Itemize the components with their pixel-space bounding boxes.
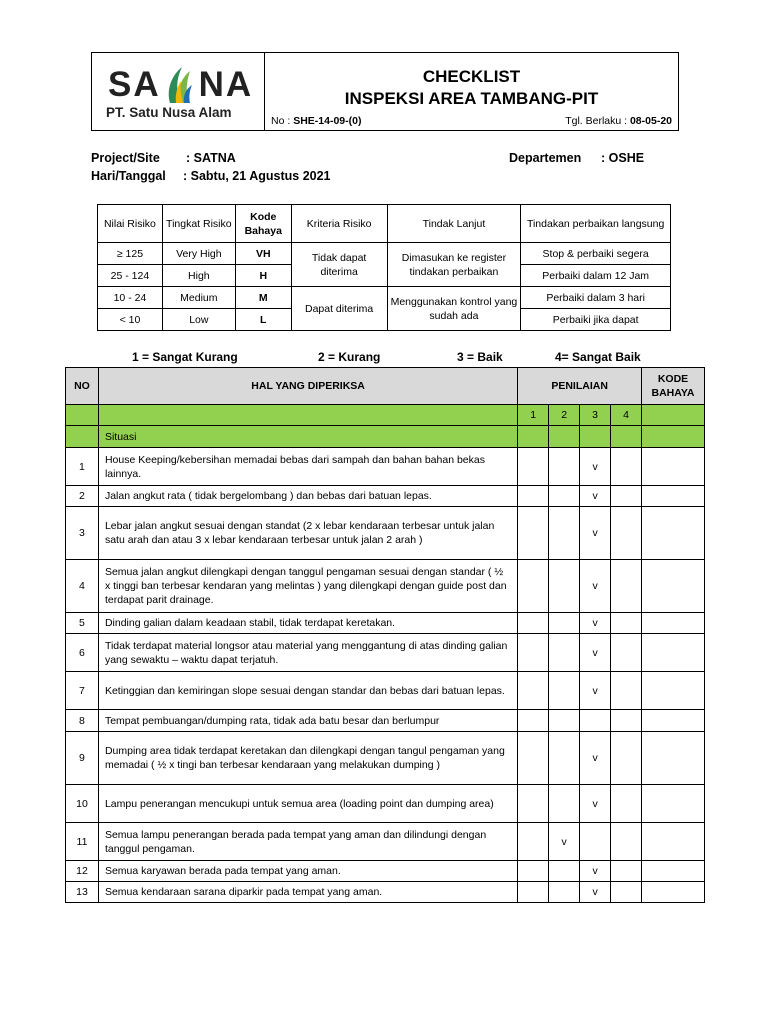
table-row xyxy=(66,882,705,903)
score-cell-3 xyxy=(580,710,611,732)
table-row xyxy=(66,448,705,486)
score-cell-1 xyxy=(518,882,549,903)
department-value: : OSHE xyxy=(601,151,645,165)
score-cell-1 xyxy=(518,507,549,560)
risk-row: 10 - 24 Medium M Dapat diterima Menggunakan kontrol yang sudah ada Perbaiki dalam 3 hari xyxy=(98,287,671,309)
table-row xyxy=(66,861,705,882)
kode-bahaya-cell xyxy=(642,448,705,486)
header-kode-bahaya: KODE BAHAYA xyxy=(642,368,705,405)
table-row xyxy=(66,785,705,823)
table-row xyxy=(66,672,705,710)
kode-bahaya-cell xyxy=(642,710,705,732)
score-cell-2 xyxy=(549,861,580,882)
table-row xyxy=(66,613,705,634)
header-kriteria-risiko: Kriteria Risiko xyxy=(291,205,387,243)
score-cell-4 xyxy=(611,613,642,634)
risk-row: < 10 Low L Perbaiki jika dapat xyxy=(98,309,671,331)
score-cell-3: v xyxy=(580,560,611,613)
doc-subtitle: INSPEKSI AREA TAMBANG-PIT xyxy=(344,89,599,108)
tindak-register: Dimasukan ke register tindakan perbaikan xyxy=(387,243,521,287)
score-cell-1 xyxy=(518,486,549,507)
score-cell-4 xyxy=(611,823,642,861)
kriteria-tidak-dapat-diterima: Tidak dapat diterima xyxy=(291,243,387,287)
tindak-kontrol: Menggunakan kontrol yang sudah ada xyxy=(387,287,521,331)
table-row xyxy=(66,507,705,560)
item-description: Semua kendaraan sarana diparkir pada tempat yang aman. xyxy=(98,882,517,903)
item-description: Semua lampu penerangan berada pada tempat yang aman dan dilindungi dengan tanggul pengaman. xyxy=(98,823,517,861)
doc-number: No : SHE-14-09-(0) xyxy=(271,115,362,127)
score-cell-3: v xyxy=(580,634,611,672)
risk-row: ≥ 125 Very High VH Tidak dapat diterima Dimasukan ke register tindakan perbaikan Stop & perbaiki segera xyxy=(98,243,671,265)
project-value: : SATNA xyxy=(186,151,236,165)
header-nilai-risiko: Nilai Risiko xyxy=(98,205,163,243)
item-description: House Keeping/kebersihan memadai bebas dari sampah dan bahan bahan bekas lainnya. xyxy=(98,448,517,486)
item-number: 13 xyxy=(66,882,99,903)
score-cell-3: v xyxy=(580,785,611,823)
item-number: 10 xyxy=(66,785,99,823)
score-1: 1 xyxy=(518,405,549,426)
risk-header-row xyxy=(98,205,671,243)
score-cell-2 xyxy=(549,613,580,634)
legend-4: 4= Sangat Baik xyxy=(555,350,641,364)
score-cell-3: v xyxy=(580,732,611,785)
kode-bahaya-cell xyxy=(642,560,705,613)
legend-2: 2 = Kurang xyxy=(318,350,381,364)
score-cell-3: v xyxy=(580,861,611,882)
kriteria-dapat-diterima: Dapat diterima xyxy=(291,287,387,331)
company-logo xyxy=(92,53,265,130)
score-cell-1 xyxy=(518,732,549,785)
inspection-checklist-table xyxy=(65,367,705,903)
score-cell-4 xyxy=(611,448,642,486)
checklist-header-row xyxy=(66,368,705,405)
score-cell-2 xyxy=(549,560,580,613)
date-label: Hari/Tanggal xyxy=(91,169,166,183)
score-cell-2 xyxy=(549,672,580,710)
score-4: 4 xyxy=(611,405,642,426)
item-number: 12 xyxy=(66,861,99,882)
table-row xyxy=(66,823,705,861)
leaf-flame-icon xyxy=(164,65,194,105)
kode-bahaya-cell xyxy=(642,507,705,560)
item-number: 2 xyxy=(66,486,99,507)
score-cell-1 xyxy=(518,710,549,732)
item-description: Dumping area tidak terdapat keretakan dan dilengkapi dengan tangul pengaman yang memadai ( ½ x tingi ban terbesar kendaraan yang melakukan dumping ) xyxy=(98,732,517,785)
score-cell-1 xyxy=(518,448,549,486)
item-description: Lebar jalan angkut sesuai dengan standat (2 x lebar kendaraan terbesar untuk jalan satu arah dan atau 3 x lebar kendaraan terbesar untuk jalan 2 arah ) xyxy=(98,507,517,560)
item-description: Semua jalan angkut dilengkapi dengan tanggul pengaman sesuai dengan standar ( ½ x tinggi ban terbesar kendaran yang melintas ) yang dilengkapi dengan guide post dan terdapat parit drainage. xyxy=(98,560,517,613)
section-title: Situasi xyxy=(98,426,517,448)
score-cell-3 xyxy=(580,823,611,861)
header-tingkat-risiko: Tingkat Risiko xyxy=(162,205,235,243)
score-cell-4 xyxy=(611,710,642,732)
score-cell-2 xyxy=(549,732,580,785)
score-cell-4 xyxy=(611,560,642,613)
item-number: 4 xyxy=(66,560,99,613)
header-hal-diperiksa: HAL YANG DIPERIKSA xyxy=(98,368,517,405)
kode-bahaya-cell xyxy=(642,785,705,823)
score-cell-4 xyxy=(611,732,642,785)
item-number: 9 xyxy=(66,732,99,785)
legend-1: 1 = Sangat Kurang xyxy=(132,350,238,364)
score-cell-1 xyxy=(518,613,549,634)
score-cell-3: v xyxy=(580,486,611,507)
item-description: Tidak terdapat material longsor atau material yang menggantung di atas dinding galian yang sewaktu – waktu dapat terjatuh. xyxy=(98,634,517,672)
table-row xyxy=(66,710,705,732)
score-cell-4 xyxy=(611,634,642,672)
score-cell-3: v xyxy=(580,672,611,710)
doc-title: CHECKLIST xyxy=(422,67,521,86)
company-name: PT. Satu Nusa Alam xyxy=(106,105,232,120)
score-cell-4 xyxy=(611,507,642,560)
table-row xyxy=(66,560,705,613)
score-2: 2 xyxy=(549,405,580,426)
item-number: 1 xyxy=(66,448,99,486)
score-cell-3: v xyxy=(580,507,611,560)
item-number: 8 xyxy=(66,710,99,732)
kode-bahaya-cell xyxy=(642,672,705,710)
risk-matrix-table xyxy=(97,204,671,331)
doc-effective-date: Tgl. Berlaku : 08-05-20 xyxy=(565,115,672,127)
score-cell-2 xyxy=(549,882,580,903)
item-description: Lampu penerangan mencukupi untuk semua area (loading point dan dumping area) xyxy=(98,785,517,823)
score-cell-4 xyxy=(611,882,642,903)
score-cell-2 xyxy=(549,507,580,560)
score-cell-2 xyxy=(549,710,580,732)
kode-bahaya-cell xyxy=(642,634,705,672)
score-cell-3: v xyxy=(580,613,611,634)
kode-bahaya-cell xyxy=(642,823,705,861)
item-number: 11 xyxy=(66,823,99,861)
item-description: Semua karyawan berada pada tempat yang aman. xyxy=(98,861,517,882)
item-description: Jalan angkut rata ( tidak bergelombang ) dan bebas dari batuan lepas. xyxy=(98,486,517,507)
score-cell-1 xyxy=(518,634,549,672)
score-cell-2 xyxy=(549,448,580,486)
header-tindakan-perbaikan: Tindakan perbaikan langsung xyxy=(521,205,671,243)
score-cell-2 xyxy=(549,486,580,507)
department-label: Departemen xyxy=(509,151,582,165)
score-cell-4 xyxy=(611,486,642,507)
kode-bahaya-cell xyxy=(642,613,705,634)
kode-bahaya-cell xyxy=(642,732,705,785)
score-cell-2: v xyxy=(549,823,580,861)
score-scale-row xyxy=(66,405,705,426)
item-number: 6 xyxy=(66,634,99,672)
kode-bahaya-cell xyxy=(642,861,705,882)
table-row xyxy=(66,486,705,507)
score-cell-1 xyxy=(518,785,549,823)
header-kode-bahaya: Kode Bahaya xyxy=(235,205,291,243)
score-3: 3 xyxy=(580,405,611,426)
item-number: 3 xyxy=(66,507,99,560)
score-cell-4 xyxy=(611,672,642,710)
item-description: Dinding galian dalam keadaan stabil, tidak terdapat keretakan. xyxy=(98,613,517,634)
header-tindak-lanjut: Tindak Lanjut xyxy=(387,205,521,243)
project-label: Project/Site xyxy=(91,151,160,165)
score-cell-1 xyxy=(518,560,549,613)
table-row xyxy=(66,634,705,672)
score-cell-2 xyxy=(549,634,580,672)
title-block xyxy=(265,53,678,130)
legend-3: 3 = Baik xyxy=(457,350,503,364)
item-description: Ketinggian dan kemiringan slope sesuai dengan standar dan bebas dari batuan lepas. xyxy=(98,672,517,710)
header-penilaian: PENILAIAN xyxy=(518,368,642,405)
kode-bahaya-cell xyxy=(642,882,705,903)
logo-wordmark: SA NA xyxy=(108,65,254,104)
document-header xyxy=(91,52,679,131)
score-cell-1 xyxy=(518,861,549,882)
header-no: NO xyxy=(66,368,99,405)
score-cell-1 xyxy=(518,823,549,861)
kode-bahaya-cell xyxy=(642,486,705,507)
score-cell-4 xyxy=(611,861,642,882)
item-number: 7 xyxy=(66,672,99,710)
score-cell-3: v xyxy=(580,448,611,486)
score-cell-4 xyxy=(611,785,642,823)
risk-row: 25 - 124 High H Perbaiki dalam 12 Jam xyxy=(98,265,671,287)
table-row xyxy=(66,732,705,785)
score-cell-1 xyxy=(518,672,549,710)
date-value: : Sabtu, 21 Agustus 2021 xyxy=(183,169,331,183)
section-row xyxy=(66,426,705,448)
item-description: Tempat pembuangan/dumping rata, tidak ada batu besar dan berlumpur xyxy=(98,710,517,732)
score-cell-3: v xyxy=(580,882,611,903)
score-cell-2 xyxy=(549,785,580,823)
item-number: 5 xyxy=(66,613,99,634)
